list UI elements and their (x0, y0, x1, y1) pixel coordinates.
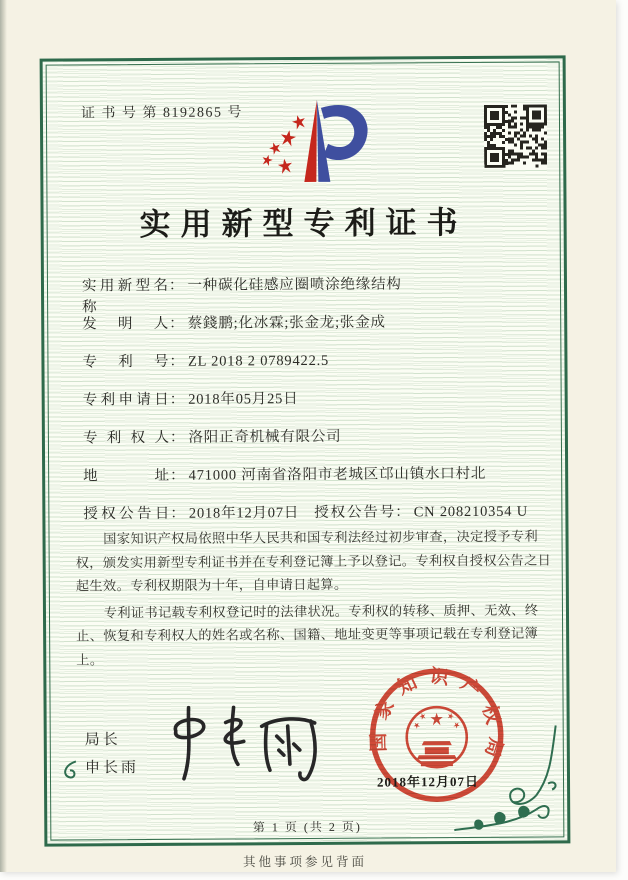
field-value: 471000 河南省洛阳市老城区邙山镇水口村北 (188, 465, 487, 484)
field-label: 实用新型名称 (81, 277, 169, 316)
field-row-inventors: 发明人 ： 蔡錢鹏;化冰霖;张金龙;张金成 (82, 309, 552, 333)
commissioner-title: 局长 (84, 732, 121, 749)
seal-date: 2018年12月07日 (376, 773, 480, 790)
logo-stars (261, 113, 308, 174)
legal-text (75, 524, 564, 674)
certificate-number: 证 书 号 第 8192865 号 (80, 105, 243, 122)
field-value: CN 208210354 U (413, 503, 529, 521)
field-value: 洛阳正奇机械有限公司 (188, 428, 342, 446)
commissioner-signature (162, 700, 333, 787)
star-icon (261, 154, 274, 167)
corner-ornament-icon (56, 757, 80, 781)
field-label: 地址 (83, 467, 170, 485)
legal-paragraph: 国家知识产权局依照中华人民共和国专利法经过初步审查，决定授予专利权，颁发实用新型专利证书并在专利登记簿上予以登记。专利权自授权公告之日起生效。专利权期限为十年，自申请日起算。 (75, 528, 552, 594)
field-label: 授权公告号 (314, 504, 395, 521)
qr-code (484, 105, 547, 168)
field-row-name: 实用新型名称 ： 一种碳化硅感应圈喷涂绝缘结构 (82, 271, 552, 316)
seal-text: 国家知识产权局 (368, 665, 507, 771)
field-row-address: 地址 ： 471000 河南省洛阳市老城区邙山镇水口村北 (83, 461, 553, 485)
field-label: 专利申请日 (82, 391, 169, 409)
field-row-filing-date: 专利申请日 ： 2018年05月25日 (83, 385, 553, 409)
page-number: 第 1 页 (共 2 页) (252, 819, 362, 835)
field-label: 专利号 (82, 353, 169, 371)
field-row-grant: 授权公告日 ： 2018年12月07日 授权公告号 ： CN 208210354 U (83, 499, 553, 523)
field-value: 蔡錢鹏;化冰霖;张金龙;张金成 (187, 314, 386, 332)
field-value: ZL 2018 2 0789422.5 (187, 352, 330, 370)
commissioner-block (85, 727, 139, 783)
scan-left-edge (0, 0, 7, 872)
star-icon (268, 141, 283, 156)
certificate-frame (40, 55, 571, 846)
field-label: 专利权人 (82, 429, 169, 447)
field-value: 2018年12月07日 (188, 505, 300, 522)
field-row-patent-no: 专利号 ： ZL 2018 2 0789422.5 (82, 347, 552, 371)
logo-p-mark (304, 100, 368, 182)
field-label: 发明人 (82, 315, 169, 333)
star-icon (279, 129, 297, 147)
star-icon (291, 114, 307, 131)
legal-paragraph: 专利证书记载专利权登记时的法律状况。专利权的转移、质押、无效、终止、恢复和专利权人的姓名或名称、国籍、地址变更等事项记载在专利登记簿上。 (76, 602, 539, 667)
field-value: 2018年05月25日 (188, 391, 299, 408)
back-note: 其他事项参见背面 (242, 855, 367, 869)
corner-ornament-icon (450, 723, 563, 836)
star-icon (277, 158, 293, 175)
field-row-patentee: 专利权人 ： 洛阳正奇机械有限公司 (83, 423, 553, 447)
grant-publication-no: 授权公告号 ： CN 208210354 U (314, 500, 528, 522)
certificate-title: 实用新型专利证书 (139, 205, 468, 243)
field-value: 一种碳化硅感应圈喷涂绝缘结构 (187, 276, 402, 294)
field-label: 授权公告日 (83, 505, 170, 523)
cnipa-logo-icon (255, 94, 380, 187)
commissioner-name: 申长雨 (84, 759, 139, 777)
